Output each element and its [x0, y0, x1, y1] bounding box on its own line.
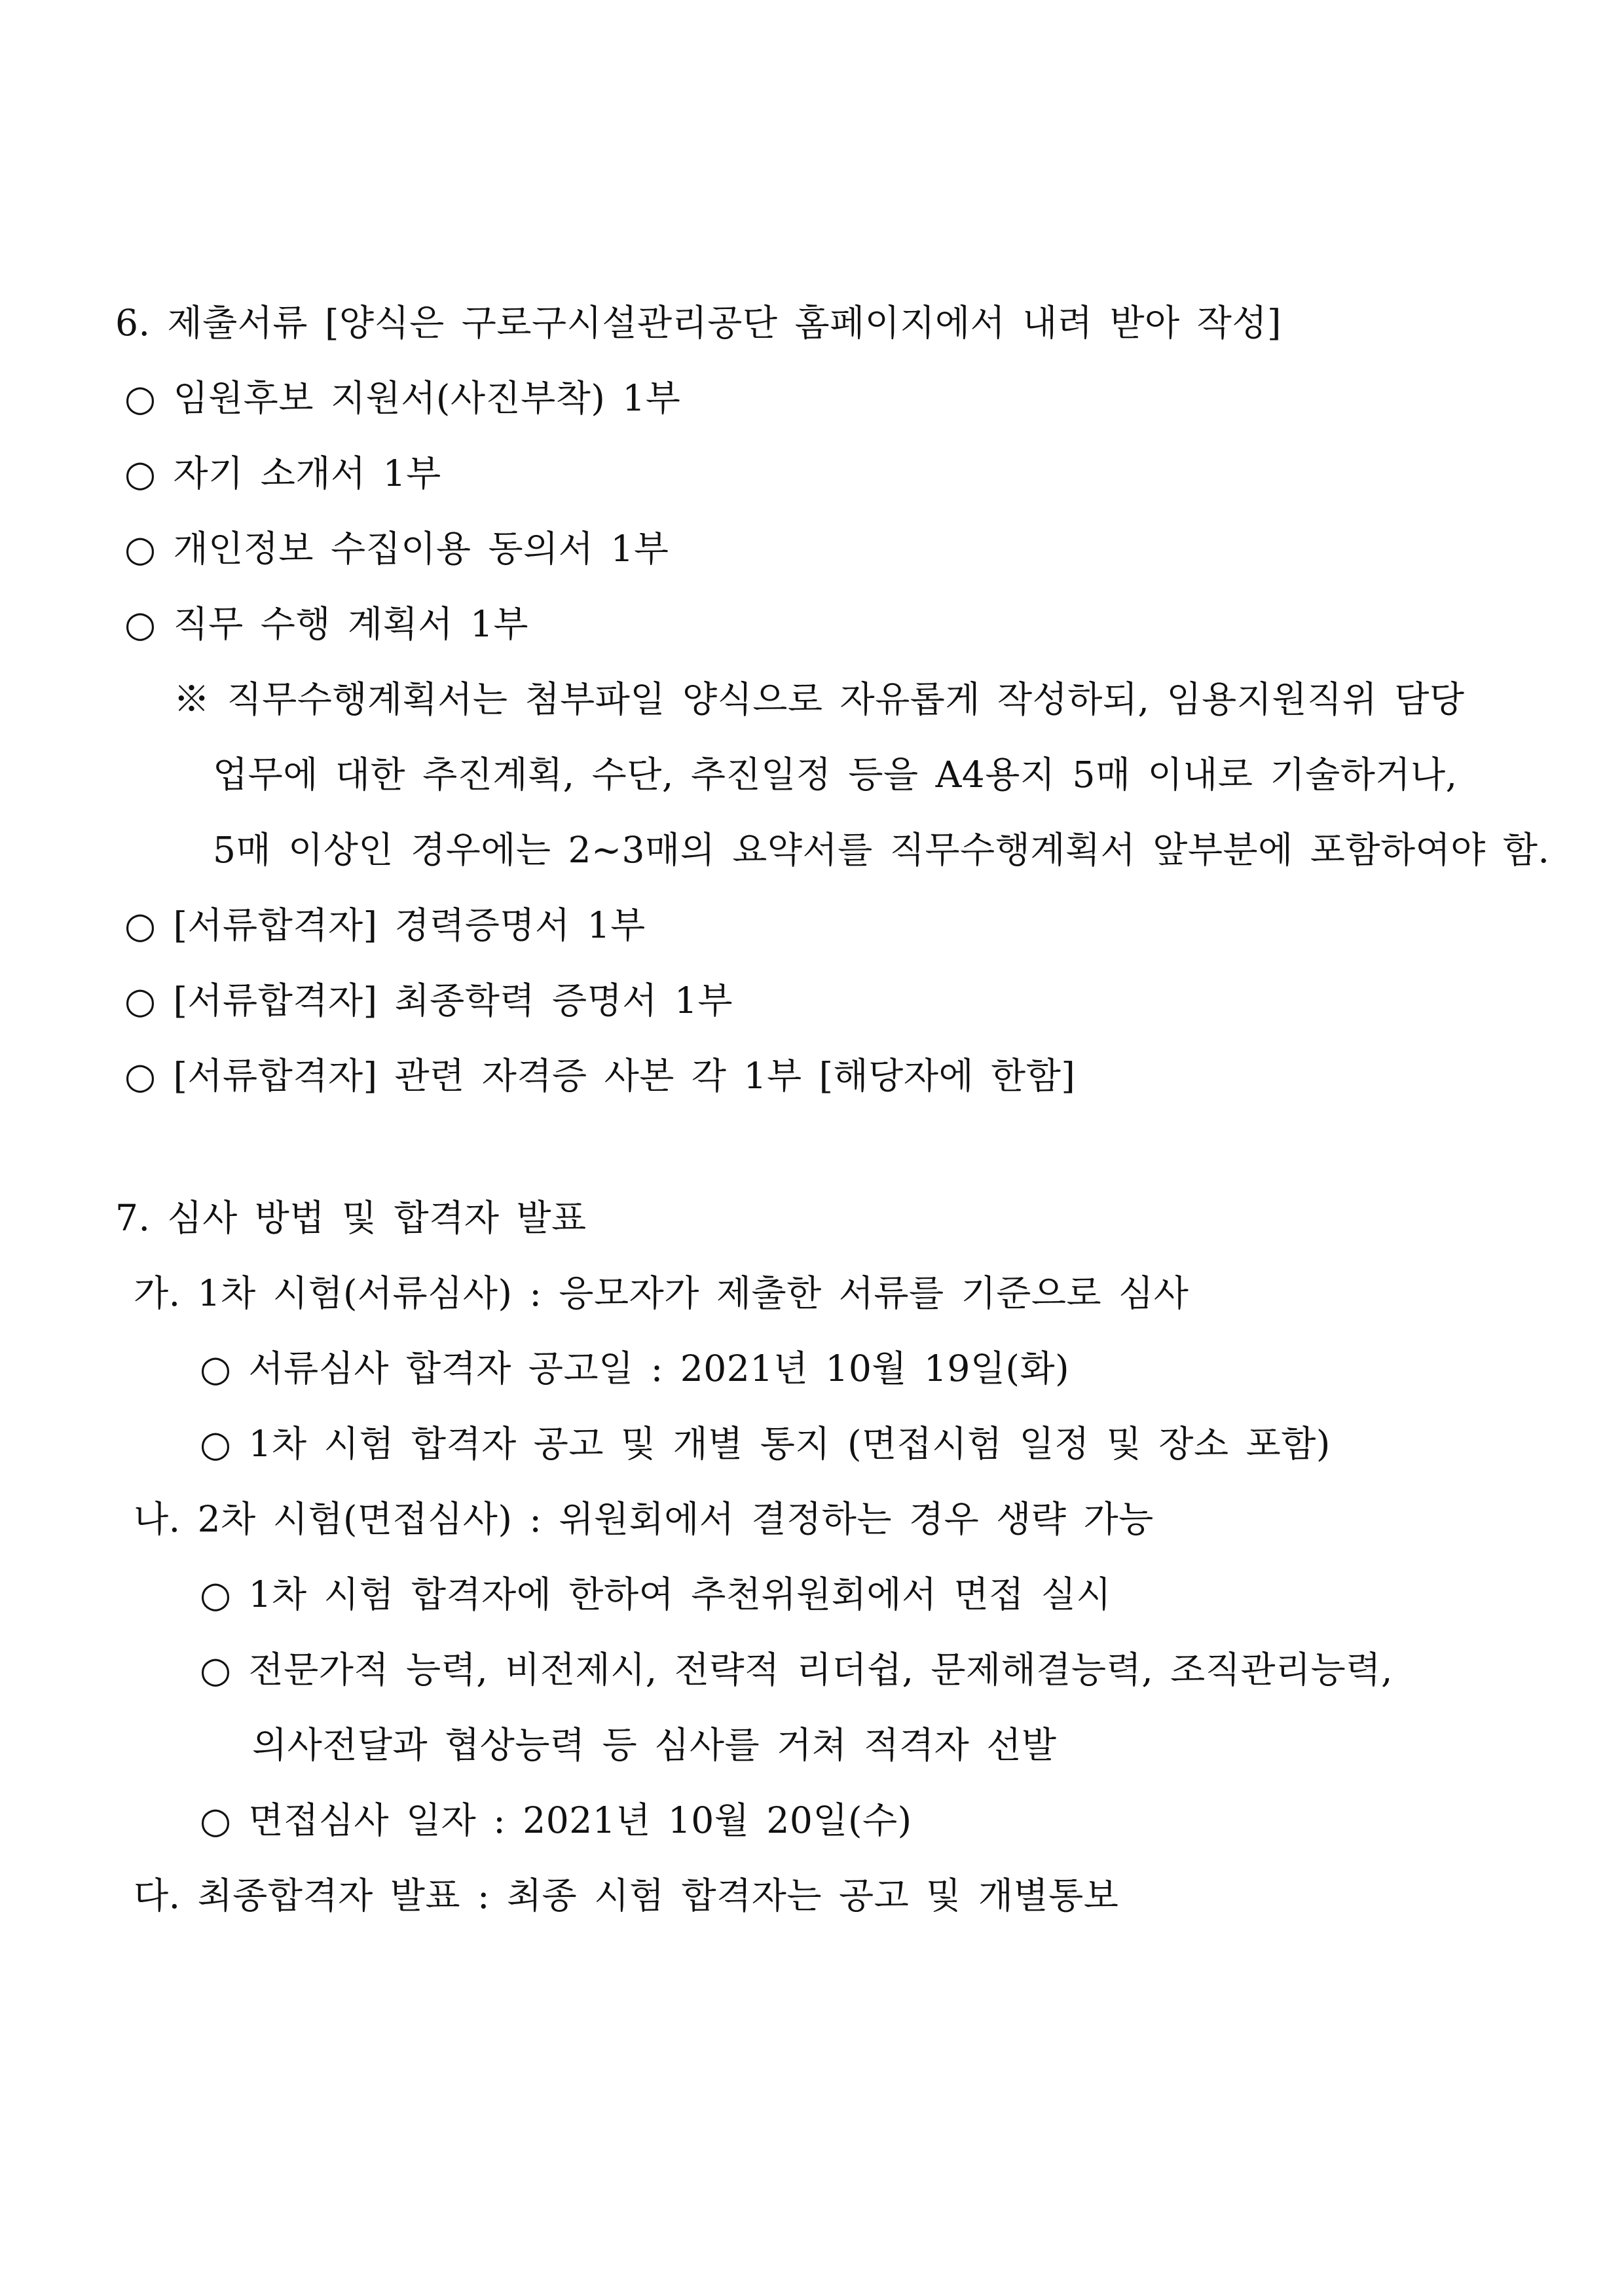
section7-da-title: 다. 최종합격자 발표 : 최종 시험 합격자는 공고 및 개별통보 [134, 1875, 1119, 1917]
section7-na-item-2-cont: 의사전달과 협상능력 등 심사를 거쳐 적격자 선발 [252, 1724, 1057, 1766]
section6-pass-item-career: ○ [서류합격자] 경력증명서 1부 [124, 904, 646, 946]
section7-ga-title: 가. 1차 시험(서류심사) : 응모자가 제출한 서류를 기준으로 심사 [134, 1272, 1189, 1314]
section7-na-item-3: ○ 면접심사 일자 : 2021년 10월 20일(수) [200, 1799, 912, 1841]
section6-pass-item-certificate: ○ [서류합격자] 관련 자격증 사본 각 1부 [해당자에 한함] [124, 1055, 1076, 1097]
section6-item-job-plan: ○ 직무 수행 계획서 1부 [124, 603, 528, 645]
section6-note-line-2: 업무에 대한 추진계획, 수단, 추진일정 등을 A4용지 5매 이내로 기술하거나, [213, 754, 1458, 796]
section6-heading: 6. 제출서류 [양식은 구로구시설관리공단 홈페이지에서 내려 받아 작성] [115, 302, 1282, 344]
section7-na-item-1: ○ 1차 시험 합격자에 한하여 추천위원회에서 면접 실시 [200, 1573, 1112, 1615]
section6-note-line-3: 5매 이상인 경우에는 2~3매의 요약서를 직무수행계획서 앞부분에 포함하여야 함. [213, 829, 1550, 871]
section6-item-self-intro: ○ 자기 소개서 1부 [124, 452, 441, 494]
section7-na-title: 나. 2차 시험(면접심사) : 위원회에서 결정하는 경우 생략 가능 [134, 1498, 1154, 1540]
section7-ga-item-1: ○ 서류심사 합격자 공고일 : 2021년 10월 19일(화) [200, 1348, 1070, 1389]
section6-note-line-1: ※ 직무수행계획서는 첨부파일 양식으로 자유롭게 작성하되, 임용지원직위 담당 [174, 678, 1465, 720]
section6-item-application: ○ 임원후보 지원서(사진부착) 1부 [124, 377, 681, 419]
section7-ga-item-2: ○ 1차 시험 합격자 공고 및 개별 통지 (면접시험 일정 및 장소 포함) [200, 1423, 1331, 1465]
section6-pass-item-education: ○ [서류합격자] 최종학력 증명서 1부 [124, 980, 733, 1021]
section7-na-item-2: ○ 전문가적 능력, 비전제시, 전략적 리더쉽, 문제해결능력, 조직관리능력, [200, 1649, 1393, 1691]
section7-heading: 7. 심사 방법 및 합격자 발표 [115, 1197, 587, 1239]
section6-item-privacy-consent: ○ 개인정보 수집이용 동의서 1부 [124, 528, 669, 570]
